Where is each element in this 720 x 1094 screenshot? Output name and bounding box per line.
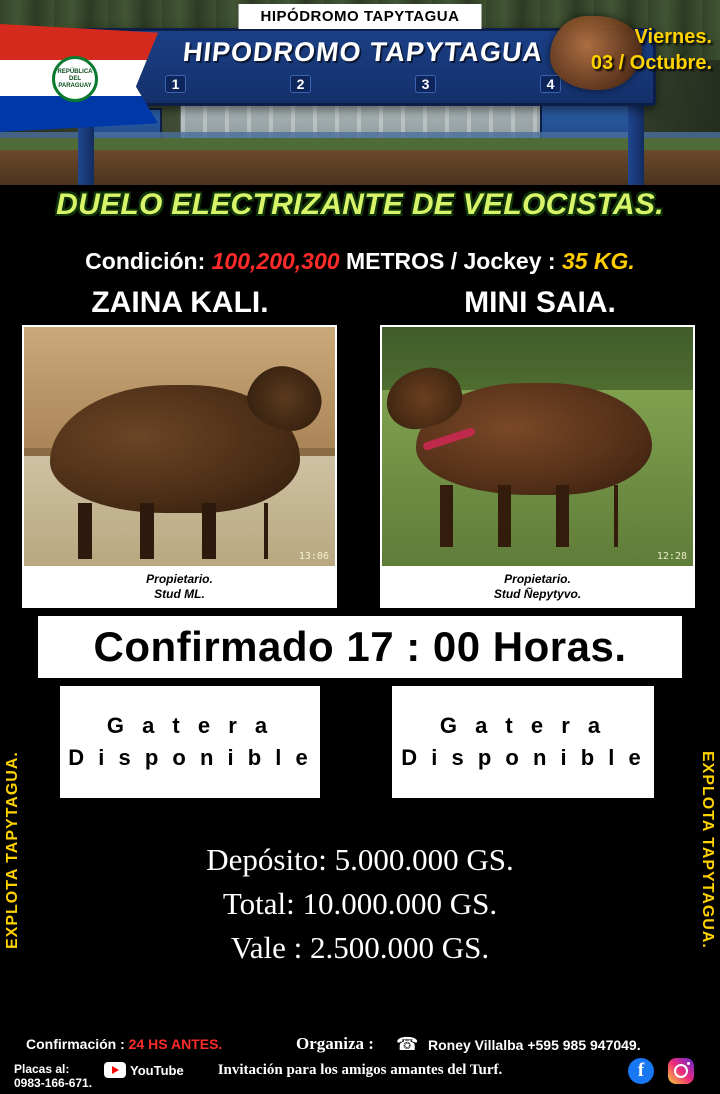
horse-name-1: ZAINA KALI. [91,286,269,319]
horse-photos [0,325,720,570]
vale-line: Vale : 2.500.000 GS. [230,930,490,965]
horse-names-row [0,286,720,320]
gate-slot-2 [392,686,654,798]
owner-name-2: Stud Ñepytyvo. [493,587,582,601]
gate-slot-2-status: D i s p o n i b l e [401,745,645,770]
condition-bar [0,248,720,275]
social-links[interactable] [628,1058,694,1084]
total-line: Total: 10.000.000 GS. [222,886,498,921]
gantry-pillar-right [628,96,644,185]
placas-number: 0983-166-671. [14,1076,93,1090]
track-dirt [0,150,720,185]
photo-timestamp-1: 13:06 [298,551,329,562]
event-date [591,24,712,76]
gate-number-2: 2 [290,75,312,93]
gate-slot-1 [60,686,320,798]
confirmation-label: Confirmación : [26,1036,125,1052]
youtube-label[interactable]: YouTube [130,1062,184,1078]
halter [422,427,476,451]
horse-photo-2 [380,325,695,570]
gate-number-4: 4 [540,75,562,93]
owner-card-1 [22,566,337,608]
flag-seal: REPÚBLICA DEL PARAGUAY [52,56,98,102]
condition-separator: / [450,248,458,274]
condition-unit: METROS [345,248,445,274]
placas-label: Placas al: [14,1062,70,1076]
photo-timestamp-2: 12:28 [656,551,687,562]
placas-contact [14,1062,92,1090]
event-date-value: 03 / Octubre. [590,52,712,74]
side-slogan-right: EXPLOTA TAPYTAGUA. [699,751,716,949]
facebook-icon[interactable]: f [628,1058,654,1084]
jockey-weight: 35 KG. [561,248,635,274]
side-slogan-left: EXPLOTA TAPYTAGUA. [4,751,21,949]
instagram-icon[interactable] [668,1058,694,1084]
owner-label-2: Propietario. [504,572,571,586]
condition-distance: 100,200,300 [211,248,340,274]
gantry-title: HIPODROMO TAPYTAGUA [181,37,545,67]
confirmation-value: 24 HS ANTES. [128,1036,223,1052]
deposit-line: Depósito: 5.000.000 GS. [206,842,514,877]
organizer-label: Organiza : [296,1034,374,1053]
gate-number-3: 3 [415,75,437,93]
horse-legs-2 [440,485,618,547]
gate-number-1: 1 [165,75,187,93]
horse-legs-1 [78,503,268,559]
confirmation-note [26,1036,222,1052]
gate-slot-2-title: G a t e r a [439,713,607,738]
organizer-contact: Roney Villalba +595 985 947049. [428,1037,641,1053]
jockey-label: Jockey : [463,248,556,274]
owner-card-2 [380,566,695,608]
youtube-icon[interactable] [104,1062,126,1078]
event-day: Viernes. [634,26,712,48]
phone-icon: ☎ [396,1034,419,1054]
horse-body-2 [416,383,652,495]
page-title: HIPÓDROMO TAPYTAGUA [239,4,482,29]
youtube-link[interactable] [104,1062,184,1078]
gate-slot-1-status: D i s p o n i b l e [68,745,312,770]
confirmed-time-banner: Confirmado 17 : 00 Horas. [38,616,682,678]
track-rail [0,132,720,138]
horse-name-2: MINI SAIA. [464,286,616,319]
invitation-text: Invitación para los amigos amantes del Turf. [217,1062,503,1078]
owner-name-1: Stud ML. [154,587,205,601]
prize-block [0,838,720,970]
gate-slot-1-title: G a t e r a [106,713,274,738]
owner-label-1: Propietario. [146,572,213,586]
horse-photo-1 [22,325,337,570]
condition-label: Condición: [85,248,206,274]
headline: DUELO ELECTRIZANTE DE VELOCISTAS. [56,188,664,221]
